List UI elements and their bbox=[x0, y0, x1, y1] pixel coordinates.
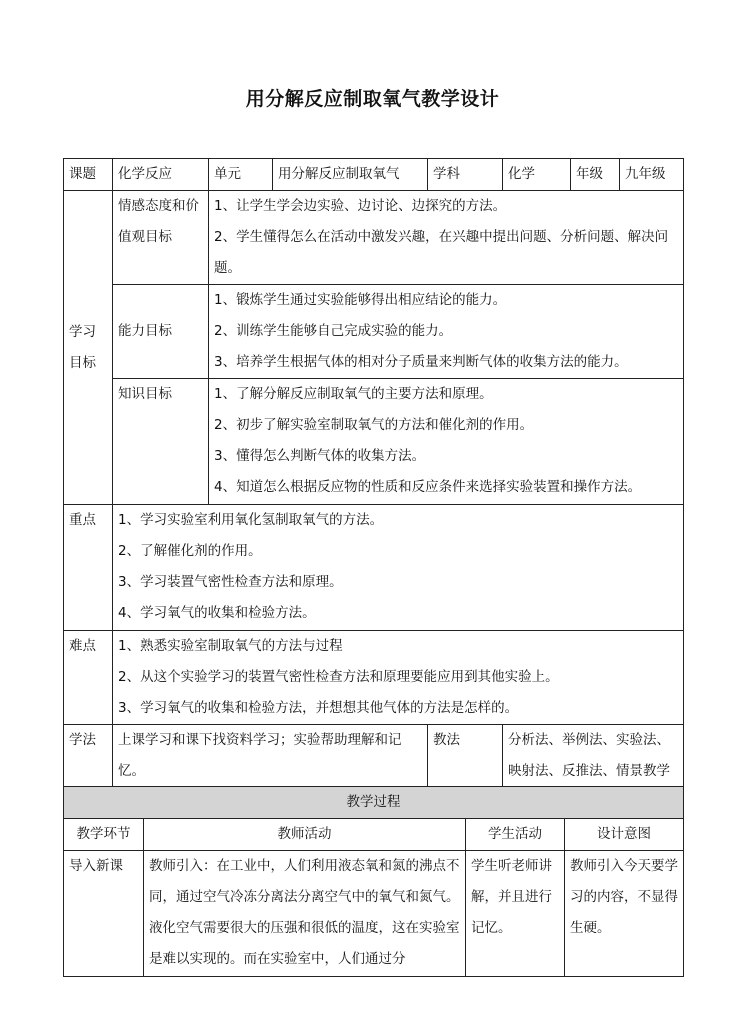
grade-value: 九年级 bbox=[620, 159, 684, 191]
objective-group-items bbox=[209, 191, 684, 285]
key-point-item: 4、学习氧气的收集和检验方法。 bbox=[118, 605, 316, 621]
process-header-student: 学生活动 bbox=[466, 819, 565, 851]
process-header-stage: 教学环节 bbox=[64, 819, 144, 851]
unit-label: 单元 bbox=[209, 159, 273, 191]
objective-group-name: 值观目标 bbox=[118, 229, 172, 245]
difficulty-item: 2、从这个实验学习的装置气密性检查方法和原理要能应用到其他实验上。 bbox=[118, 669, 559, 685]
objective-item: 1、锻炼学生通过实验能够得出相应结论的能力。 bbox=[214, 292, 507, 308]
objective-group-name: 能力目标 bbox=[118, 323, 172, 339]
process-row-stage: 导入新课 bbox=[64, 851, 144, 977]
course-label: 课题 bbox=[64, 159, 113, 191]
process-row-student: 学生听老师讲解，并且进行记忆。 bbox=[466, 851, 565, 977]
objective-group-affective bbox=[113, 191, 209, 285]
objective-item: 1、让学生学会边实验、边讨论、边探究的方法。 bbox=[214, 198, 507, 214]
objectives-label-line1: 学习 bbox=[69, 323, 96, 340]
grade-label: 年级 bbox=[571, 159, 620, 191]
difficulty-item: 1、熟悉实验室制取氧气的方法与过程 bbox=[118, 638, 343, 654]
key-point-item: 2、了解催化剂的作用。 bbox=[118, 543, 262, 559]
process-row-intent: 教师引入今天要学习的内容，不显得生硬。 bbox=[565, 851, 684, 977]
process-title: 教学过程 bbox=[64, 787, 684, 819]
objective-item: 1、了解分解反应制取氧气的主要方法和原理。 bbox=[214, 386, 493, 402]
key-points-label: 重点 bbox=[64, 505, 113, 631]
objective-item: 4、知道怎么根据反应物的性质和反应条件来选择实验装置和操作方法。 bbox=[214, 479, 642, 495]
learning-method-label: 学法 bbox=[64, 725, 113, 819]
difficulties-label: 难点 bbox=[64, 631, 113, 725]
process-header-intent: 设计意图 bbox=[565, 819, 684, 851]
objective-item: 3、懂得怎么判断气体的收集方法。 bbox=[214, 448, 426, 464]
teaching-method-label: 教法 bbox=[428, 725, 503, 819]
subject-value: 化学 bbox=[503, 159, 571, 191]
key-points-items bbox=[113, 505, 684, 631]
teaching-process-table bbox=[63, 786, 684, 977]
objectives-label-line2: 目标 bbox=[69, 354, 96, 371]
unit-value: 用分解反应制取氧气 bbox=[273, 159, 428, 191]
objective-item: 2、学生懂得怎么在活动中激发兴趣，在兴趣中提出问题、分析问题、解决问题。 bbox=[214, 229, 669, 276]
process-row-teacher: 教师引入：在工业中，人们利用液态氧和氮的沸点不同，通过空气冷冻分离法分离空气中的氧气和氮气。液化空气需要很大的压强和很低的温度，这在实验室是难以实现的。而在实验室中，人们通过分 bbox=[144, 851, 466, 977]
objective-group-items bbox=[209, 379, 684, 505]
key-point-item: 1、学习实验室利用氧化氢制取氧气的方法。 bbox=[118, 512, 384, 528]
difficulties-items bbox=[113, 631, 684, 725]
key-point-item: 3、学习装置气密性检查方法和原理。 bbox=[118, 574, 343, 590]
objective-item: 2、训练学生能够自己完成实验的能力。 bbox=[214, 323, 453, 339]
objective-group-items bbox=[209, 285, 684, 379]
objective-item: 2、初步了解实验室制取氧气的方法和催化剂的作用。 bbox=[214, 417, 534, 433]
subject-label: 学科 bbox=[428, 159, 503, 191]
objective-item: 3、培养学生根据气体的相对分子质量来判断气体的收集方法的能力。 bbox=[214, 354, 628, 370]
objective-group-name: 知识目标 bbox=[118, 386, 172, 402]
process-header-teacher: 教师活动 bbox=[144, 819, 466, 851]
objective-group-knowledge bbox=[113, 379, 209, 505]
learning-method-value: 上课学习和课下找资料学习；实验帮助理解和记忆。 bbox=[113, 725, 428, 819]
objective-group-ability bbox=[113, 285, 209, 379]
lesson-info-table bbox=[63, 158, 684, 819]
difficulty-item: 3、学习氧气的收集和检验方法，并想想其他气体的方法是怎样的。 bbox=[118, 700, 519, 716]
page-title: 用分解反应制取氧气教学设计 bbox=[245, 88, 500, 110]
objective-group-name: 情感态度和价 bbox=[118, 198, 199, 214]
teaching-method-value: 分析法、举例法、实验法、映射法、反推法、情景教学 bbox=[503, 725, 684, 819]
objectives-label bbox=[64, 191, 113, 505]
course-value: 化学反应 bbox=[113, 159, 209, 191]
